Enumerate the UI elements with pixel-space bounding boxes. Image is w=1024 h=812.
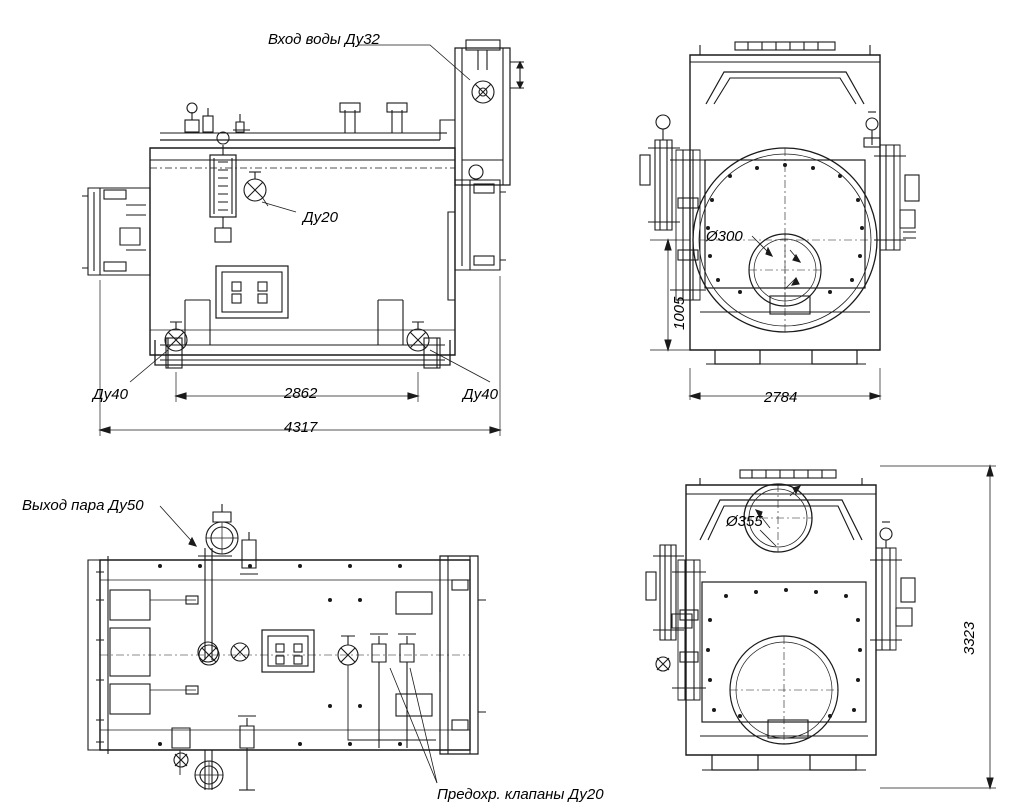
right-side-elevation-view [646, 466, 996, 788]
callout-diameter-300: Ø300 [706, 228, 743, 245]
callout-du20-top: Ду20 [303, 209, 338, 226]
dimension-4317: 4317 [284, 419, 318, 436]
callout-du40-right: Ду40 [463, 386, 498, 403]
callout-safety-valves: Предохр. клапаны Ду20 [437, 786, 604, 803]
callout-du40-left: Ду40 [93, 386, 128, 403]
callout-steam-outlet: Выход пара Ду50 [22, 497, 144, 514]
callout-water-inlet: Вход воды Ду32 [268, 31, 380, 48]
left-side-elevation-view [640, 42, 919, 400]
dimension-2784: 2784 [764, 389, 798, 406]
plan-view [88, 504, 486, 790]
dimension-3323: 3323 [961, 621, 978, 655]
front-elevation-view [82, 40, 524, 436]
dimension-2862: 2862 [284, 385, 318, 402]
callout-diameter-355: Ø355 [726, 513, 763, 530]
dimension-1005: 1005 [671, 296, 688, 330]
